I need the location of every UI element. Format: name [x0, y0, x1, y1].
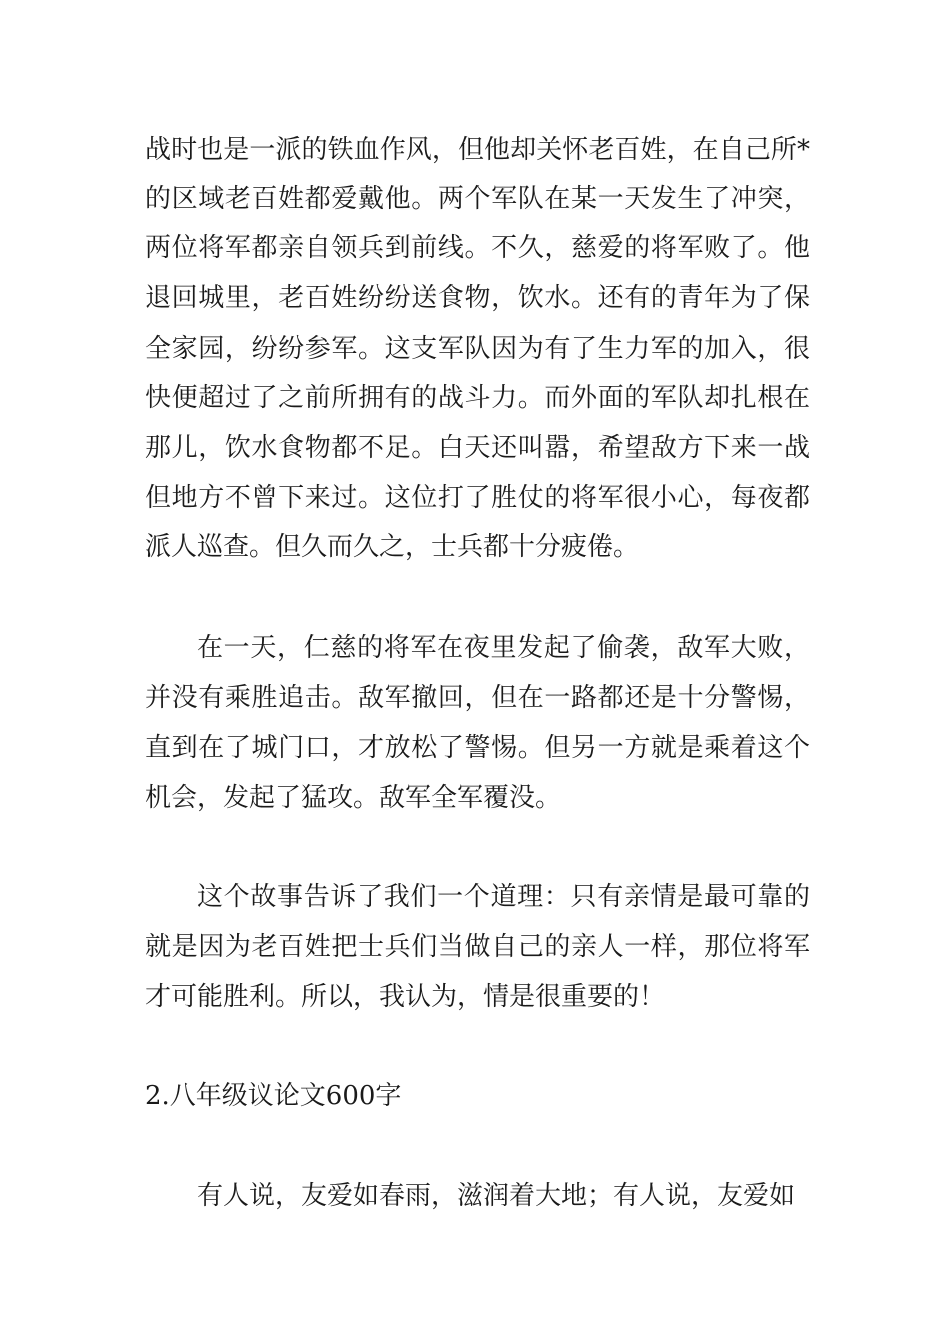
- paragraph-1-line-1: 战时也是一派的铁血作风，但他却关怀老百姓，在自己所*: [145, 135, 810, 165]
- paragraph-1-line-3: 两位将军都亲自领兵到前线。不久，慈爱的将军败了。他: [145, 233, 810, 263]
- paragraph-1-line-9: 派人巡查。但久而久之，士兵都十分疲倦。: [145, 532, 640, 562]
- paragraph-3-line-2: 就是因为老百姓把士兵们当做自己的亲人一样，那位将军: [145, 932, 810, 962]
- paragraph-2-line-2: 并没有乘胜追击。敌军撤回，但在一路都还是十分警惕，: [145, 683, 810, 713]
- paragraph-1-line-2: 的区域老百姓都爱戴他。两个军队在某一天发生了冲突，: [145, 184, 810, 214]
- paragraph-1-line-8: 但地方不曾下来过。这位打了胜仗的将军很小心，每夜都: [145, 483, 810, 513]
- paragraph-2-line-1: 在一天，仁慈的将军在夜里发起了偷袭，敌军大败，: [197, 633, 810, 663]
- paragraph-1-line-5: 全家园，纷纷参军。这支军队因为有了生力军的加入，很: [145, 334, 810, 364]
- paragraph-1-line-4: 退回城里，老百姓纷纷送食物，饮水。还有的青年为了保: [145, 283, 810, 313]
- paragraph-1-line-7: 那儿，饮水食物都不足。白天还叫嚣，希望敌方下来一战: [145, 433, 810, 463]
- paragraph-2-line-4: 机会，发起了猛攻。敌军全军覆没。: [145, 783, 562, 813]
- next-paragraph-line-1: 有人说，友爱如春雨，滋润着大地；有人说，友爱如: [197, 1181, 796, 1211]
- paragraph-2-line-3: 直到在了城门口，才放松了警惕。但另一方就是乘着这个: [145, 733, 810, 763]
- paragraph-3-line-3: 才可能胜利。所以，我认为，情是很重要的！: [145, 982, 666, 1012]
- section-heading: 2.八年级议论文600字: [145, 1081, 402, 1111]
- paragraph-3-line-1: 这个故事告诉了我们一个道理：只有亲情是最可靠的: [197, 882, 810, 912]
- paragraph-1-line-6: 快便超过了之前所拥有的战斗力。而外面的军队却扎根在: [145, 383, 810, 413]
